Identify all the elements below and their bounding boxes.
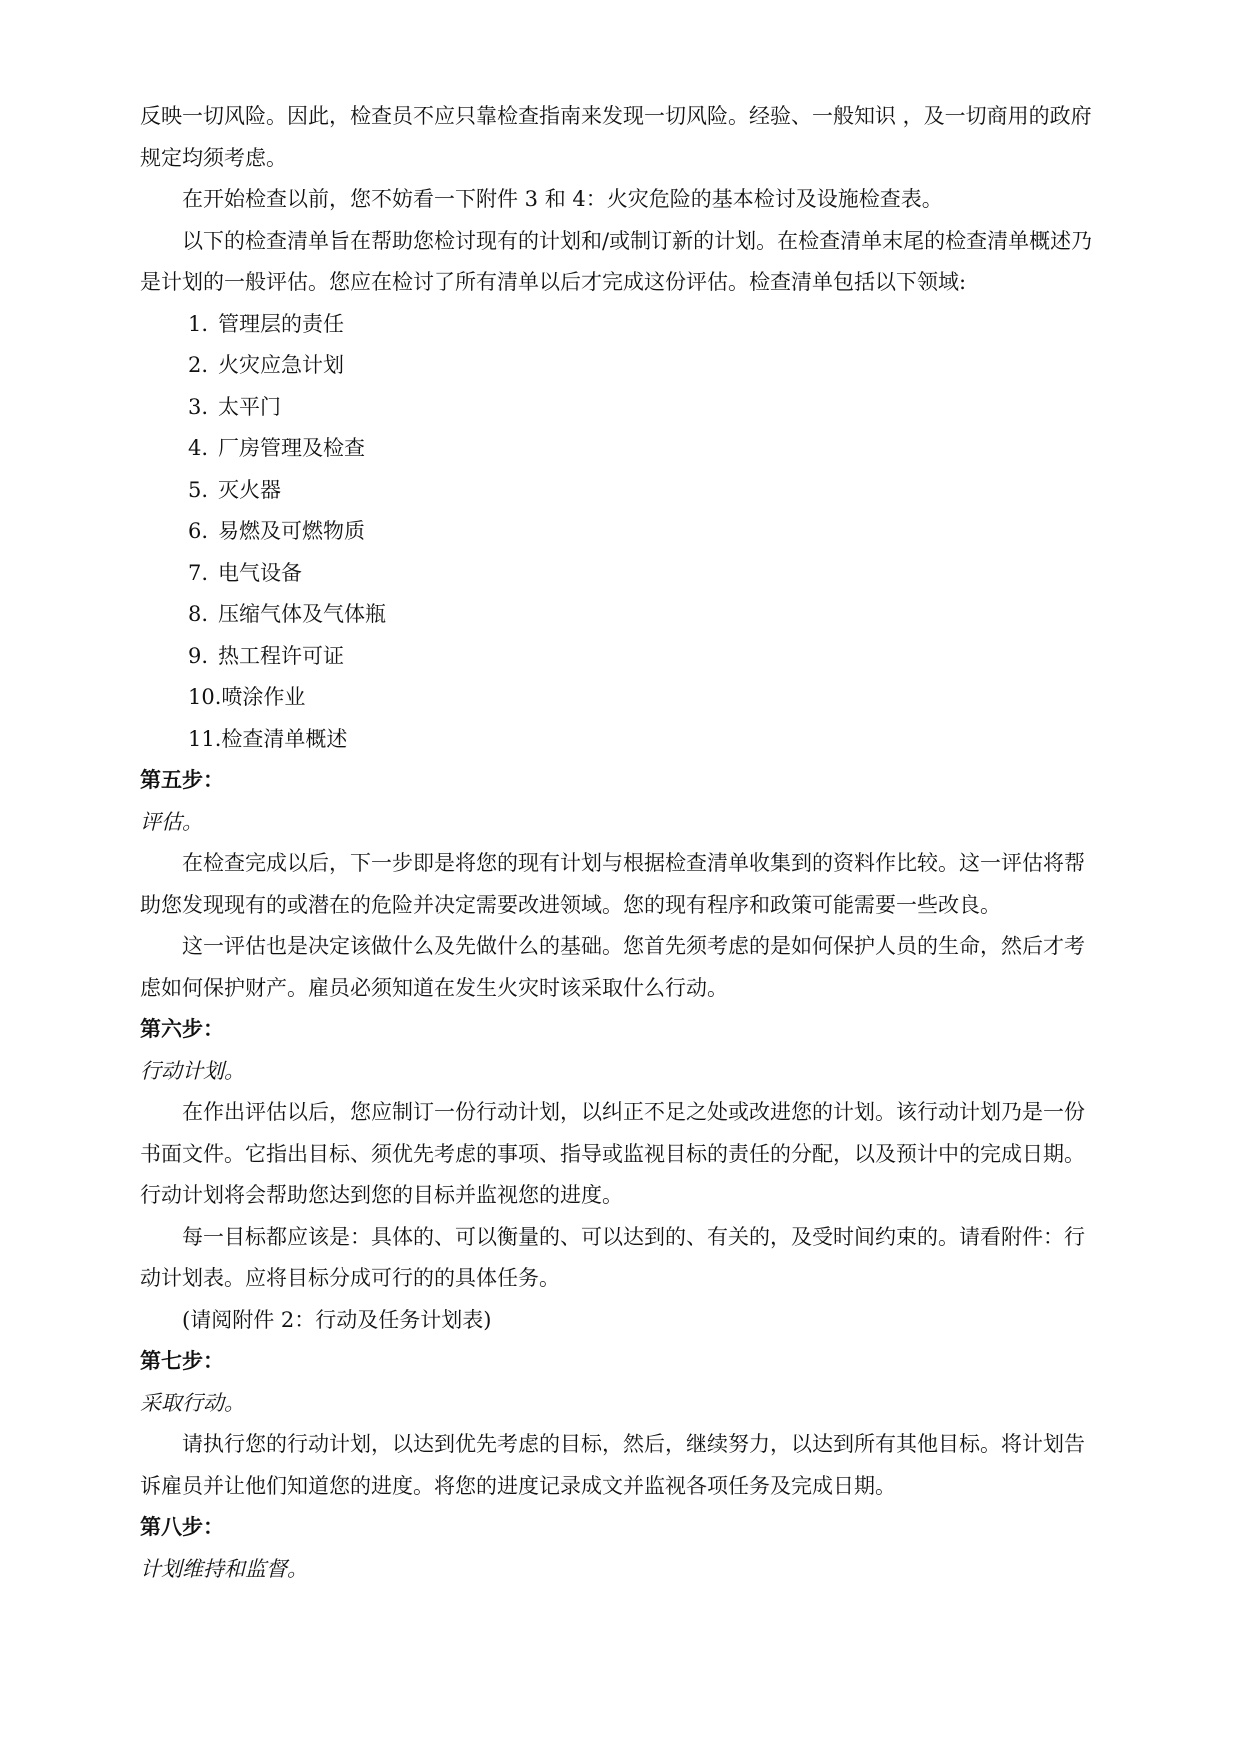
list-text: 灭火器 — [218, 477, 281, 502]
step-6-note: (请阅附件 2：行动及任务计划表) — [182, 1307, 492, 1332]
list-number: 3. — [188, 394, 209, 419]
document-page — [140, 96, 1105, 1590]
list-number: 2. — [188, 353, 209, 377]
step-8-subheading: 计划维持和监督。 — [140, 1556, 308, 1581]
step-6-paragraph-2: 每一目标都应该是：具体的、可以衡量的、可以达到的、有关的，及受时间约束的。请看附件：行动计划表。应将目标分成可行的的具体任务。 — [140, 1224, 1085, 1290]
step-6-paragraph-1: 在作出评估以后，您应制订一份行动计划，以纠正不足之处或改进您的计划。该行动计划乃是一份书面文件。它指出目标、须优先考虑的事项、指导或监视目标的责任的分配，以及预计中的完成日期。行动计划将会帮助您达到您的目标并监视您的进度。 — [140, 1100, 1085, 1207]
list-text: 压缩气体及气体瓶 — [218, 602, 386, 626]
list-number: 8. — [188, 602, 209, 626]
list-item — [140, 470, 1105, 512]
list-text: 检查清单概述 — [221, 726, 348, 751]
list-item — [140, 304, 1105, 346]
list-item — [140, 387, 1105, 429]
list-number: 1. — [188, 311, 209, 336]
step-7-subheading: 采取行动。 — [140, 1390, 245, 1415]
intro-paragraph-1: 反映一切风险。因此，检查员不应只靠检查指南来发现一切风险。经验、一般知识 ，及一切商用的政府规定均须考虑。 — [140, 104, 1092, 170]
list-number: 7. — [188, 560, 209, 585]
step-5-paragraph-1: 在检查完成以后，下一步即是将您的现有计划与根据检查清单收集到的资料作比较。这一评估将帮助您发现现有的或潜在的危险并决定需要改进领域。您的现有程序和政策可能需要一些改良。 — [140, 851, 1085, 917]
step-5-heading: 第五步： — [140, 768, 224, 792]
list-text: 管理层的责任 — [218, 311, 344, 336]
intro-paragraph-3: 以下的检查清单旨在帮助您检讨现有的计划和/或制订新的计划。在检查清单末尾的检查清单概述乃是计划的一般评估。您应在检讨了所有清单以后才完成这份评估。检查清单包括以下领域: — [140, 228, 1093, 294]
step-7-paragraph-1: 请执行您的行动计划，以达到优先考虑的目标，然后，继续努力，以达到所有其他目标。将计划告诉雇员并让他们知道您的进度。将您的进度记录成文并监视各项任务及完成日期。 — [140, 1432, 1085, 1498]
list-text: 火灾应急计划 — [218, 353, 344, 377]
list-item — [140, 345, 1105, 387]
list-number: 11. — [188, 726, 222, 751]
list-number: 4. — [188, 436, 209, 460]
list-item — [140, 594, 1105, 636]
step-5-paragraph-2: 这一评估也是决定该做什么及先做什么的基础。您首先须考虑的是如何保护人员的生命，然后才考虑如何保护财产。雇员必须知道在发生火灾时该采取什么行动。 — [140, 934, 1085, 1000]
step-8-heading: 第八步： — [140, 1515, 224, 1539]
list-text: 热工程许可证 — [218, 643, 344, 668]
list-text: 厂房管理及检查 — [218, 436, 365, 460]
list-item — [140, 511, 1105, 553]
intro-paragraph-2: 在开始检查以前，您不妨看一下附件 3 和 4：火灾危险的基本检讨及设施检查表。 — [182, 187, 943, 211]
list-number: 9. — [188, 643, 209, 668]
list-item — [140, 553, 1105, 595]
step-6-subheading: 行动计划。 — [140, 1058, 245, 1083]
list-item — [140, 677, 1105, 719]
list-number: 6. — [188, 519, 209, 543]
list-item — [140, 636, 1105, 678]
list-number: 10. — [188, 685, 222, 709]
list-number: 5. — [188, 477, 209, 502]
step-5-subheading: 评估。 — [140, 809, 203, 834]
checklist-areas-list — [140, 304, 1105, 761]
list-item — [140, 719, 1105, 761]
list-text: 太平门 — [218, 394, 281, 419]
list-text: 电气设备 — [218, 560, 302, 585]
step-7-heading: 第七步： — [140, 1349, 224, 1373]
list-text: 易燃及可燃物质 — [218, 519, 365, 543]
list-item — [140, 428, 1105, 470]
step-6-heading: 第六步： — [140, 1017, 224, 1041]
list-text: 喷涂作业 — [221, 685, 306, 709]
